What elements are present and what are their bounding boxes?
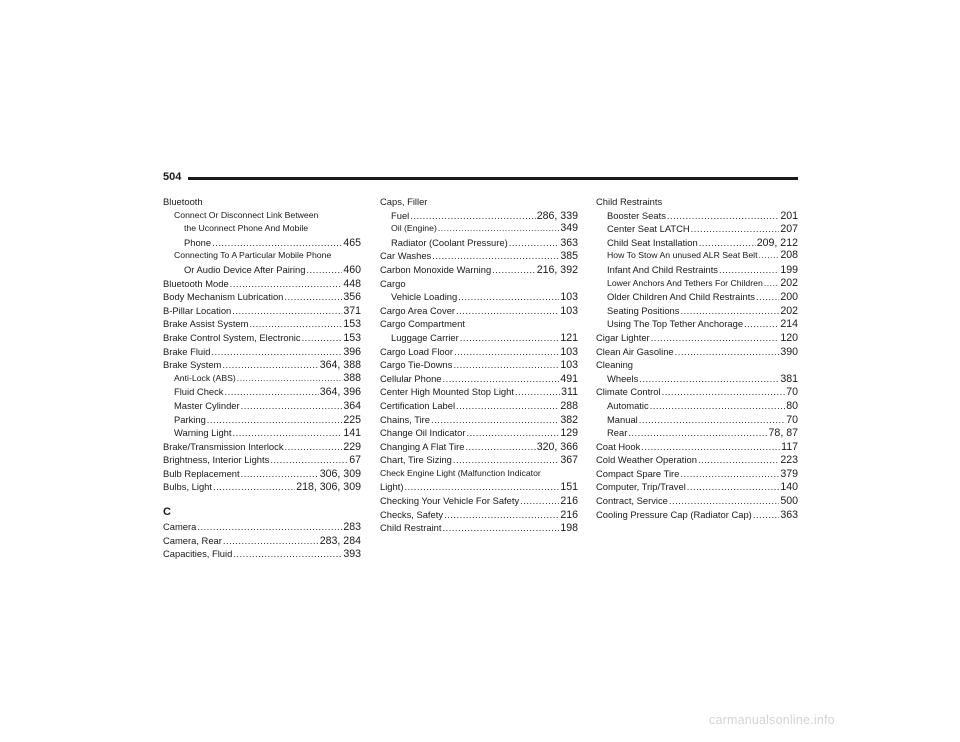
entry-term: the Uconnect Phone And Mobile: [184, 223, 309, 234]
entry-term: Older Children And Child Restraints: [607, 291, 755, 303]
entry-page-ref: 151: [560, 481, 578, 494]
entry-term: Brake Control System, Electronic: [163, 331, 301, 343]
index-entry: [596, 426, 798, 440]
entry-page-ref: 216: [560, 508, 578, 521]
entry-term: Radiator (Coolant Pressure): [391, 236, 508, 248]
index-entry: [380, 209, 578, 223]
entry-page-ref: 202: [780, 276, 798, 289]
dot-leader: [222, 358, 318, 372]
index-entry: [380, 440, 578, 454]
index-entry: [596, 195, 798, 209]
index-entry: [596, 209, 798, 223]
entry-page-ref: 367: [560, 454, 578, 467]
entry-page-ref: 393: [343, 548, 361, 561]
index-entry: [380, 413, 578, 427]
dot-leader: [410, 209, 536, 223]
dot-leader: [456, 304, 559, 318]
index-entry: [163, 520, 361, 534]
dot-leader: [207, 413, 343, 427]
entry-term: Lower Anchors And Tethers For Children: [607, 277, 763, 288]
index-entry: [163, 236, 361, 250]
entry-page-ref: 80: [786, 399, 798, 412]
entry-page-ref: 363: [780, 508, 798, 521]
entry-term: Cigar Lighter: [596, 331, 650, 343]
dot-leader: [453, 358, 559, 372]
entry-term: Connecting To A Particular Mobile Phone: [174, 250, 332, 261]
dot-leader: [465, 440, 535, 454]
dot-leader: [458, 290, 559, 304]
index-entry: [380, 345, 578, 359]
entry-term: Computer, Trip/Travel: [596, 481, 686, 493]
index-entry: [596, 304, 798, 318]
entry-page-ref: 218, 306, 309: [296, 481, 361, 494]
entry-page-ref: 225: [343, 413, 361, 426]
index-entry: [380, 494, 578, 508]
dot-leader: [453, 453, 559, 467]
index-entry: [596, 440, 798, 454]
dot-leader: [699, 236, 756, 250]
index-entry: [163, 345, 361, 359]
entry-term: Booster Seats: [607, 209, 666, 221]
dot-leader: [197, 520, 342, 534]
index-entry: [380, 399, 578, 413]
index-entry: [596, 345, 798, 359]
dot-leader: [302, 331, 343, 345]
entry-term: How To Stow An unused ALR Seat Belt: [607, 250, 758, 261]
dot-leader: [764, 277, 780, 291]
entry-page-ref: 117: [781, 440, 798, 453]
index-entry: [380, 263, 578, 277]
entry-page-ref: 390: [780, 345, 798, 358]
index-entry: [163, 195, 361, 209]
dot-leader: [719, 263, 779, 277]
dot-leader: [515, 385, 560, 399]
index-entry: [596, 331, 798, 345]
entry-term: Child Seat Installation: [607, 236, 698, 248]
section-letter: C: [163, 506, 171, 519]
entry-page-ref: 465: [343, 236, 361, 249]
index-entry: [380, 521, 578, 535]
entry-term: Wheels: [607, 372, 639, 384]
index-entry: [380, 304, 578, 318]
index-column-3: [596, 195, 798, 521]
dot-leader: [438, 222, 559, 236]
index-entry: [380, 222, 578, 236]
index-entry: [163, 290, 361, 304]
dot-leader: [213, 480, 295, 494]
entry-term: Checks, Safety: [380, 508, 444, 520]
entry-page-ref: 371: [343, 304, 361, 317]
entry-term: Camera: [163, 521, 197, 533]
entry-page-ref: 216, 392: [536, 263, 578, 276]
index-entry: [163, 399, 361, 413]
index-entry: [596, 277, 798, 291]
dot-leader: [675, 345, 780, 359]
index-entry: [380, 236, 578, 250]
dot-leader: [230, 277, 343, 291]
entry-term: Capacities, Fluid: [163, 548, 233, 560]
dot-leader: [442, 521, 559, 535]
entry-term: Carbon Monoxide Warning: [380, 263, 492, 275]
entry-page-ref: 364: [343, 399, 361, 412]
index-entry: [380, 195, 578, 209]
entry-page-ref: 460: [343, 263, 361, 276]
index-entry: [163, 413, 361, 427]
dot-leader: [223, 534, 319, 548]
entry-term: Cleaning: [596, 359, 634, 371]
index-entry: [380, 467, 578, 481]
entry-term: Climate Control: [596, 386, 661, 398]
entry-page-ref: 207: [780, 223, 798, 236]
index-entry: [163, 534, 361, 548]
dot-leader: [492, 263, 536, 277]
entry-term: Manual: [607, 413, 638, 425]
entry-term: Warning Light: [174, 427, 232, 439]
index-entry: [596, 480, 798, 494]
entry-page-ref: 120: [780, 331, 798, 344]
dot-leader: [225, 385, 319, 399]
entry-page-ref: 216: [560, 495, 578, 508]
dot-leader: [641, 440, 780, 454]
dot-leader: [651, 331, 780, 345]
entry-page-ref: 198: [560, 522, 578, 535]
dot-leader: [306, 263, 342, 277]
dot-leader: [444, 508, 559, 522]
dot-leader: [759, 249, 780, 263]
entry-page-ref: 349: [560, 222, 578, 235]
entry-term: Center High Mounted Stop Light: [380, 386, 514, 398]
entry-term: Bluetooth Mode: [163, 277, 229, 289]
index-entry: [596, 494, 798, 508]
entry-page-ref: 364, 388: [319, 359, 361, 372]
entry-page-ref: 356: [343, 291, 361, 304]
entry-page-ref: 288: [560, 399, 578, 412]
entry-page-ref: 385: [560, 250, 578, 263]
entry-page-ref: 78, 87: [768, 427, 798, 440]
index-entry: [380, 480, 578, 494]
entry-page-ref: 209, 212: [756, 236, 798, 249]
entry-term: Certification Label: [380, 399, 456, 411]
entry-term: Phone: [184, 236, 212, 248]
entry-page-ref: 306, 309: [319, 467, 361, 480]
dot-leader: [628, 426, 767, 440]
dot-leader: [667, 209, 779, 223]
entry-term: Brake Assist System: [163, 318, 249, 330]
entry-page-ref: 141: [343, 427, 361, 440]
index-entry: [163, 358, 361, 372]
entry-page-ref: 286, 339: [536, 209, 578, 222]
entry-term: Coat Hook: [596, 440, 641, 452]
index-entry: [163, 263, 361, 277]
entry-page-ref: 201: [780, 209, 798, 222]
entry-term: Bluetooth: [163, 196, 203, 207]
entry-page-ref: 363: [560, 236, 578, 249]
index-entry: [380, 508, 578, 522]
entry-page-ref: 214: [780, 318, 798, 331]
entry-page-ref: 491: [560, 372, 578, 385]
entry-page-ref: 199: [780, 263, 798, 276]
index-entry: [596, 467, 798, 481]
index-entry: [380, 372, 578, 386]
entry-term: Cargo Compartment: [380, 318, 465, 330]
entry-term: Cargo Load Floor: [380, 345, 453, 357]
entry-page-ref: 388: [343, 371, 361, 384]
dot-leader: [680, 304, 779, 318]
index-entry: [163, 426, 361, 440]
entry-term: Camera, Rear: [163, 534, 222, 546]
dot-leader: [509, 236, 560, 250]
dot-leader: [756, 290, 779, 304]
dot-leader: [237, 372, 343, 386]
index-entry: [596, 358, 798, 372]
entry-page-ref: 283, 284: [319, 534, 361, 547]
entry-page-ref: 381: [780, 372, 798, 385]
entry-term: Cooling Pressure Cap (Radiator Cap): [596, 508, 752, 520]
entry-term: Cellular Phone: [380, 372, 442, 384]
entry-page-ref: 500: [780, 495, 798, 508]
index-column-1: [163, 195, 361, 561]
index-entry: [163, 304, 361, 318]
entry-term: Brake Fluid: [163, 345, 211, 357]
dot-leader: [744, 317, 779, 331]
entry-term: Oil (Engine): [391, 223, 437, 234]
dot-leader: [520, 494, 559, 508]
index-entry: [163, 249, 361, 263]
entry-page-ref: 153: [343, 331, 361, 344]
dot-leader: [270, 453, 348, 467]
index-entry: [596, 290, 798, 304]
index-entry: [596, 385, 798, 399]
entry-term: Change Oil Indicator: [380, 427, 466, 439]
dot-leader: [460, 331, 560, 345]
entry-page-ref: 448: [343, 277, 361, 290]
entry-page-ref: 153: [343, 318, 361, 331]
index-column-2: [380, 195, 578, 535]
index-entry: [163, 331, 361, 345]
entry-term: Master Cylinder: [174, 399, 240, 411]
index-entry: [163, 222, 361, 236]
index-entry: [163, 277, 361, 291]
entry-page-ref: 379: [780, 467, 798, 480]
dot-leader: [211, 345, 342, 359]
dot-leader: [669, 494, 779, 508]
dot-leader: [404, 480, 559, 494]
index-entry: [380, 358, 578, 372]
entry-page-ref: 320, 366: [536, 440, 578, 453]
index-entry: [380, 331, 578, 345]
dot-leader: [650, 399, 786, 413]
dot-leader: [466, 426, 559, 440]
entry-page-ref: 103: [560, 345, 578, 358]
index-entry: [380, 426, 578, 440]
dot-leader: [241, 467, 319, 481]
entry-term: Contract, Service: [596, 495, 668, 507]
dot-leader: [691, 222, 780, 236]
index-entry: [596, 222, 798, 236]
entry-term: Infant And Child Restraints: [607, 263, 718, 275]
dot-leader: [753, 508, 780, 522]
entry-term: Light): [380, 481, 404, 493]
entry-page-ref: 140: [780, 481, 798, 494]
index-entry: [163, 317, 361, 331]
entry-term: Child Restraint: [380, 522, 442, 534]
entry-term: Cargo Area Cover: [380, 304, 456, 316]
entry-page-ref: 311: [561, 386, 578, 399]
entry-term: Luggage Carrier: [391, 331, 459, 343]
index-entry: [596, 372, 798, 386]
index-entry: [596, 317, 798, 331]
dot-leader: [285, 440, 343, 454]
entry-term: Bulbs, Light: [163, 481, 212, 493]
index-entry: [596, 508, 798, 522]
entry-page-ref: 129: [560, 427, 578, 440]
dot-leader: [284, 290, 342, 304]
dot-leader: [233, 547, 342, 561]
dot-leader: [687, 480, 780, 494]
entry-page-ref: 208: [780, 249, 798, 262]
entry-term: Seating Positions: [607, 304, 680, 316]
index-entry: [596, 236, 798, 250]
header-rule: [188, 177, 798, 180]
index-entry: [596, 249, 798, 263]
entry-page-ref: 200: [780, 291, 798, 304]
entry-page-ref: 67: [349, 454, 361, 467]
index-entry: [163, 453, 361, 467]
entry-term: Chart, Tire Sizing: [380, 454, 452, 466]
entry-page-ref: 396: [343, 345, 361, 358]
entry-term: Checking Your Vehicle For Safety: [380, 495, 520, 507]
entry-term: Fluid Check: [174, 386, 224, 398]
entry-term: Fuel: [391, 209, 410, 221]
entry-page-ref: 223: [780, 454, 798, 467]
index-entry: [163, 209, 361, 223]
entry-term: Chains, Tire: [380, 413, 431, 425]
index-entry: [163, 480, 361, 494]
dot-leader: [662, 385, 786, 399]
entry-term: Vehicle Loading: [391, 291, 458, 303]
index-entry: [380, 453, 578, 467]
index-entry: [380, 249, 578, 263]
index-entry: [163, 467, 361, 481]
dot-leader: [680, 467, 779, 481]
dot-leader: [456, 399, 559, 413]
entry-page-ref: 229: [343, 440, 361, 453]
watermark: carmanualsonline.info: [709, 713, 835, 727]
entry-term: Anti-Lock (ABS): [174, 372, 236, 383]
entry-term: B-Pillar Location: [163, 304, 232, 316]
entry-page-ref: 202: [780, 304, 798, 317]
dot-leader: [454, 345, 559, 359]
entry-term: Cargo Tie-Downs: [380, 359, 453, 371]
index-entry: [380, 277, 578, 291]
index-entry: [163, 372, 361, 386]
index-entry: [163, 547, 361, 561]
entry-page-ref: 103: [560, 359, 578, 372]
index-entry: [596, 413, 798, 427]
entry-term: Or Audio Device After Pairing: [184, 263, 306, 275]
dot-leader: [233, 426, 343, 440]
entry-page-ref: 121: [560, 331, 578, 344]
entry-term: Check Engine Light (Malfunction Indicator: [380, 467, 541, 478]
entry-term: Caps, Filler: [380, 196, 428, 207]
entry-page-ref: 103: [560, 304, 578, 317]
entry-term: Brake System: [163, 359, 222, 371]
dot-leader: [249, 317, 342, 331]
entry-page-ref: 103: [560, 291, 578, 304]
entry-term: Car Washes: [380, 250, 432, 262]
entry-term: Bulb Replacement: [163, 467, 240, 479]
dot-leader: [698, 453, 779, 467]
entry-page-ref: 382: [560, 413, 578, 426]
index-entry: [596, 263, 798, 277]
entry-page-ref: 70: [786, 386, 798, 399]
dot-leader: [639, 372, 779, 386]
page-number: 504: [163, 171, 182, 183]
entry-page-ref: 283: [343, 521, 361, 534]
entry-term: Clean Air Gasoline: [596, 345, 674, 357]
entry-page-ref: 70: [786, 413, 798, 426]
entry-term: Body Mechanism Lubrication: [163, 291, 284, 303]
index-entry: [596, 399, 798, 413]
entry-term: Child Restraints: [596, 196, 663, 207]
dot-leader: [232, 304, 342, 318]
entry-term: Cold Weather Operation: [596, 454, 697, 466]
index-entry: [380, 385, 578, 399]
entry-term: Automatic: [607, 399, 649, 411]
entry-term: Changing A Flat Tire: [380, 440, 465, 452]
entry-term: Compact Spare Tire: [596, 467, 680, 479]
entry-term: Center Seat LATCH: [607, 223, 690, 235]
index-entry: [596, 453, 798, 467]
index-entry: [163, 385, 361, 399]
entry-term: Connect Or Disconnect Link Between: [174, 209, 319, 220]
index-entry: [380, 317, 578, 331]
entry-term: Using The Top Tether Anchorage: [607, 318, 744, 330]
entry-page-ref: 364, 396: [319, 386, 361, 399]
entry-term: Brightness, Interior Lights: [163, 454, 270, 466]
index-entry: [163, 440, 361, 454]
dot-leader: [241, 399, 343, 413]
dot-leader: [639, 413, 785, 427]
dot-leader: [212, 236, 342, 250]
entry-term: Parking: [174, 413, 206, 425]
entry-term: Cargo: [380, 277, 406, 289]
dot-leader: [443, 372, 560, 386]
dot-leader: [432, 249, 559, 263]
entry-term: Brake/Transmission Interlock: [163, 440, 284, 452]
entry-term: Rear: [607, 427, 628, 439]
dot-leader: [431, 413, 559, 427]
index-entry: [380, 290, 578, 304]
